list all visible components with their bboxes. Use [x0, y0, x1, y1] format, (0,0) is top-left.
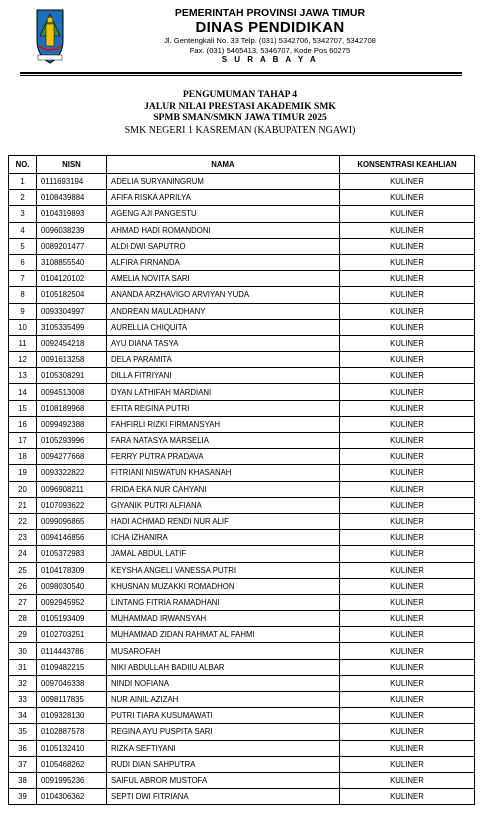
- table-row: [9, 692, 475, 708]
- row-nama: DELA PARAMITA: [107, 352, 340, 368]
- row-konsentrasi: KULINER: [340, 190, 475, 206]
- table-row: [9, 497, 475, 513]
- announcement-title: [0, 89, 480, 137]
- letterhead-government: PEMERINTAH PROVINSI JAWA TIMUR: [174, 7, 366, 19]
- row-nisn: 0105132410: [37, 740, 107, 756]
- title-stage: PENGUMUMAN TAHAP 4: [182, 89, 298, 100]
- row-nisn: 0089201477: [37, 238, 107, 254]
- row-nisn: 0105182504: [37, 287, 107, 303]
- row-konsentrasi: KULINER: [340, 465, 475, 481]
- row-no: 16: [9, 416, 37, 432]
- letterhead-divider-thick: [20, 72, 462, 74]
- table-row: [9, 772, 475, 788]
- row-nisn: 0099096865: [37, 513, 107, 529]
- row-nisn: 0105468262: [37, 756, 107, 772]
- row-nisn: 3108855540: [37, 254, 107, 270]
- row-konsentrasi: KULINER: [340, 287, 475, 303]
- table-row: [9, 562, 475, 578]
- row-no: 2: [9, 190, 37, 206]
- row-no: 27: [9, 594, 37, 610]
- row-nama: FRIDA EKA NUR CAHYANI: [107, 481, 340, 497]
- row-no: 6: [9, 254, 37, 270]
- row-nama: ADELIA SURYANINGRUM: [107, 174, 340, 190]
- row-no: 19: [9, 465, 37, 481]
- row-konsentrasi: KULINER: [340, 497, 475, 513]
- row-nisn: 0107093622: [37, 497, 107, 513]
- row-nisn: 0105372983: [37, 546, 107, 562]
- row-nisn: 0108439884: [37, 190, 107, 206]
- row-nisn: 0098117835: [37, 692, 107, 708]
- row-no: 28: [9, 611, 37, 627]
- letterhead-agency: DINAS PENDIDIKAN: [195, 19, 345, 36]
- row-nisn: 0094513008: [37, 384, 107, 400]
- row-konsentrasi: KULINER: [340, 675, 475, 691]
- row-no: 33: [9, 692, 37, 708]
- table-row: [9, 611, 475, 627]
- row-nama: ICHA IZHANIRA: [107, 530, 340, 546]
- row-konsentrasi: KULINER: [340, 352, 475, 368]
- table-row: [9, 708, 475, 724]
- row-konsentrasi: KULINER: [340, 400, 475, 416]
- row-konsentrasi: KULINER: [340, 254, 475, 270]
- row-nama: GIYANIK PUTRI ALFIANA: [107, 497, 340, 513]
- row-no: 20: [9, 481, 37, 497]
- row-nama: ANDREAN MAULADHANY: [107, 303, 340, 319]
- row-nisn: 0093304997: [37, 303, 107, 319]
- row-nama: SAIFUL ABROR MUSTOFA: [107, 772, 340, 788]
- title-track: JALUR NILAI PRESTASI AKADEMIK SMK: [144, 100, 336, 112]
- row-nama: AMELIA NOVITA SARI: [107, 271, 340, 287]
- row-nisn: 0102887578: [37, 724, 107, 740]
- row-nama: DYAN LATHIFAH MARDIANI: [107, 384, 340, 400]
- row-konsentrasi: KULINER: [340, 772, 475, 788]
- row-nama: AYU DIANA TASYA: [107, 335, 340, 351]
- row-konsentrasi: KULINER: [340, 740, 475, 756]
- table-row: [9, 578, 475, 594]
- table-row: [9, 384, 475, 400]
- letterhead-divider-thin: [20, 75, 462, 76]
- row-no: 11: [9, 335, 37, 351]
- row-nama: NIKI ABDULLAH BADIIU ALBAR: [107, 659, 340, 675]
- row-konsentrasi: KULINER: [340, 481, 475, 497]
- row-nama: KHUSNAN MUZAKKI ROMADHON: [107, 578, 340, 594]
- row-no: 10: [9, 319, 37, 335]
- row-no: 37: [9, 756, 37, 772]
- row-no: 5: [9, 238, 37, 254]
- table-row: [9, 449, 475, 465]
- row-no: 29: [9, 627, 37, 643]
- row-konsentrasi: KULINER: [340, 433, 475, 449]
- row-konsentrasi: KULINER: [340, 335, 475, 351]
- row-no: 17: [9, 433, 37, 449]
- row-nama: MUHAMMAD IRWANSYAH: [107, 611, 340, 627]
- row-no: 31: [9, 659, 37, 675]
- row-nisn: 0114443786: [37, 643, 107, 659]
- row-no: 9: [9, 303, 37, 319]
- table-row: [9, 433, 475, 449]
- row-no: 18: [9, 449, 37, 465]
- row-nama: AGENG AJI PANGESTU: [107, 206, 340, 222]
- row-nama: ALDI DWI SAPUTRO: [107, 238, 340, 254]
- row-konsentrasi: KULINER: [340, 724, 475, 740]
- row-nisn: 0104306362: [37, 789, 107, 805]
- row-nisn: 0094277668: [37, 449, 107, 465]
- row-nisn: 0109328130: [37, 708, 107, 724]
- row-nama: MUSAROFAH: [107, 643, 340, 659]
- table-row: [9, 222, 475, 238]
- row-nama: FAHFIRLI RIZKI FIRMANSYAH: [107, 416, 340, 432]
- row-nisn: 0105293996: [37, 433, 107, 449]
- row-nama: ALFIRA FIRNANDA: [107, 254, 340, 270]
- table-row: [9, 675, 475, 691]
- table-row: [9, 481, 475, 497]
- row-no: 34: [9, 708, 37, 724]
- letterhead: [95, 7, 445, 65]
- row-konsentrasi: KULINER: [340, 594, 475, 610]
- table-row: [9, 789, 475, 805]
- row-konsentrasi: KULINER: [340, 368, 475, 384]
- row-nama: ANANDA ARZHAVIGO ARVIYAN YUDA: [107, 287, 340, 303]
- row-nisn: 0109482215: [37, 659, 107, 675]
- row-nisn: 0108189968: [37, 400, 107, 416]
- row-nama: AHMAD HADI ROMANDONI: [107, 222, 340, 238]
- table-row: [9, 643, 475, 659]
- letterhead-address: Jl. Gentengkali No. 33 Telp. (031) 5342706, 5342707, 5342708: [164, 36, 376, 45]
- row-konsentrasi: KULINER: [340, 319, 475, 335]
- row-konsentrasi: KULINER: [340, 222, 475, 238]
- row-no: 12: [9, 352, 37, 368]
- row-no: 36: [9, 740, 37, 756]
- row-nama: EFITA REGINA PUTRI: [107, 400, 340, 416]
- row-konsentrasi: KULINER: [340, 643, 475, 659]
- row-konsentrasi: KULINER: [340, 206, 475, 222]
- row-nama: FITRIANI NISWATUN KHASANAH: [107, 465, 340, 481]
- table-row: [9, 627, 475, 643]
- row-no: 39: [9, 789, 37, 805]
- row-no: 23: [9, 530, 37, 546]
- row-nisn: 0111693194: [37, 174, 107, 190]
- table-row: [9, 319, 475, 335]
- table-row: [9, 740, 475, 756]
- row-nama: REGINA AYU PUSPITA SARI: [107, 724, 340, 740]
- row-no: 35: [9, 724, 37, 740]
- row-no: 8: [9, 287, 37, 303]
- title-school: SMK NEGERI 1 KASREMAN (KABUPATEN NGAWI): [124, 124, 356, 136]
- row-konsentrasi: KULINER: [340, 416, 475, 432]
- table-row: [9, 594, 475, 610]
- table-header-row: [9, 156, 475, 174]
- row-nisn: 0092945952: [37, 594, 107, 610]
- table-row: [9, 530, 475, 546]
- row-nama: FERRY PUTRA PRADAVA: [107, 449, 340, 465]
- row-konsentrasi: KULINER: [340, 708, 475, 724]
- row-konsentrasi: KULINER: [340, 756, 475, 772]
- row-nama: AFIFA RISKA APRILYA: [107, 190, 340, 206]
- east-java-emblem-logo: [33, 6, 67, 66]
- row-konsentrasi: KULINER: [340, 513, 475, 529]
- table-row: [9, 303, 475, 319]
- row-nama: AURELLIA CHIQUITA: [107, 319, 340, 335]
- row-no: 4: [9, 222, 37, 238]
- table-row: [9, 271, 475, 287]
- row-konsentrasi: KULINER: [340, 174, 475, 190]
- row-nama: FARA NATASYA MARSELIA: [107, 433, 340, 449]
- header-nama: NAMA: [107, 156, 340, 174]
- row-nisn: 0104178309: [37, 562, 107, 578]
- row-no: 7: [9, 271, 37, 287]
- row-nisn: 0102703251: [37, 627, 107, 643]
- row-nama: LINTANG FITRIA RAMADHANI: [107, 594, 340, 610]
- row-nisn: 0091995236: [37, 772, 107, 788]
- table-row: [9, 287, 475, 303]
- header-konsentrasi: KONSENTRASI KEAHLIAN: [340, 156, 475, 174]
- row-nisn: 0094146856: [37, 530, 107, 546]
- row-konsentrasi: KULINER: [340, 627, 475, 643]
- table-row: [9, 465, 475, 481]
- row-konsentrasi: KULINER: [340, 578, 475, 594]
- title-program: SPMB SMAN/SMKN JAWA TIMUR 2025: [153, 112, 327, 123]
- row-nama: MUHAMMAD ZIDAN RAHMAT AL FAHMI: [107, 627, 340, 643]
- row-konsentrasi: KULINER: [340, 238, 475, 254]
- row-nama: NINDI NOFIANA: [107, 675, 340, 691]
- row-nama: JAMAL ABDUL LATIF: [107, 546, 340, 562]
- row-no: 22: [9, 513, 37, 529]
- table-row: [9, 190, 475, 206]
- row-nisn: 0096908211: [37, 481, 107, 497]
- row-nisn: 0104120102: [37, 271, 107, 287]
- row-no: 30: [9, 643, 37, 659]
- row-nama: KEYSHA ANGELI VANESSA PUTRI: [107, 562, 340, 578]
- row-nisn: 0097046338: [37, 675, 107, 691]
- table-row: [9, 174, 475, 190]
- row-no: 3: [9, 206, 37, 222]
- row-konsentrasi: KULINER: [340, 530, 475, 546]
- table-row: [9, 238, 475, 254]
- table-row: [9, 659, 475, 675]
- row-nama: SEPTI DWI FITRIANA: [107, 789, 340, 805]
- row-nisn: 0104319893: [37, 206, 107, 222]
- row-konsentrasi: KULINER: [340, 271, 475, 287]
- row-no: 25: [9, 562, 37, 578]
- row-no: 32: [9, 675, 37, 691]
- row-konsentrasi: KULINER: [340, 546, 475, 562]
- table-row: [9, 400, 475, 416]
- row-nisn: 0093322822: [37, 465, 107, 481]
- row-konsentrasi: KULINER: [340, 789, 475, 805]
- row-nisn: 0105308291: [37, 368, 107, 384]
- row-nisn: 0091613258: [37, 352, 107, 368]
- row-konsentrasi: KULINER: [340, 562, 475, 578]
- letterhead-fax: Fax. (031) 5465413, 5346707, Kode Pos 60275: [189, 45, 351, 55]
- row-no: 26: [9, 578, 37, 594]
- row-nisn: 0098030540: [37, 578, 107, 594]
- table-row: [9, 352, 475, 368]
- row-konsentrasi: KULINER: [340, 659, 475, 675]
- row-nisn: 0105193409: [37, 611, 107, 627]
- row-no: 38: [9, 772, 37, 788]
- table-row: [9, 513, 475, 529]
- row-konsentrasi: KULINER: [340, 611, 475, 627]
- row-nama: RIZKA SEFTIYANI: [107, 740, 340, 756]
- student-table: [8, 155, 475, 805]
- table-row: [9, 756, 475, 772]
- table-row: [9, 416, 475, 432]
- table-row: [9, 546, 475, 562]
- row-nisn: 0099492388: [37, 416, 107, 432]
- row-nama: PUTRI TIARA KUSUMAWATI: [107, 708, 340, 724]
- row-nama: NUR AINIL AZIZAH: [107, 692, 340, 708]
- table-row: [9, 254, 475, 270]
- row-no: 1: [9, 174, 37, 190]
- row-konsentrasi: KULINER: [340, 692, 475, 708]
- row-no: 24: [9, 546, 37, 562]
- row-konsentrasi: KULINER: [340, 449, 475, 465]
- header-no: NO.: [9, 156, 37, 174]
- row-nisn: 0096038239: [37, 222, 107, 238]
- header-nisn: NISN: [37, 156, 107, 174]
- row-no: 15: [9, 400, 37, 416]
- row-nama: HADI ACHMAD RENDI NUR ALIF: [107, 513, 340, 529]
- row-nama: DILLA FITRIYANI: [107, 368, 340, 384]
- row-no: 13: [9, 368, 37, 384]
- row-konsentrasi: KULINER: [340, 303, 475, 319]
- row-nama: RUDI DIAN SAHPUTRA: [107, 756, 340, 772]
- row-konsentrasi: KULINER: [340, 384, 475, 400]
- row-nisn: 3105335499: [37, 319, 107, 335]
- row-nisn: 0092454218: [37, 335, 107, 351]
- table-row: [9, 206, 475, 222]
- table-row: [9, 335, 475, 351]
- table-row: [9, 368, 475, 384]
- table-row: [9, 724, 475, 740]
- row-no: 14: [9, 384, 37, 400]
- letterhead-city: S U R A B A Y A: [221, 55, 319, 64]
- row-no: 21: [9, 497, 37, 513]
